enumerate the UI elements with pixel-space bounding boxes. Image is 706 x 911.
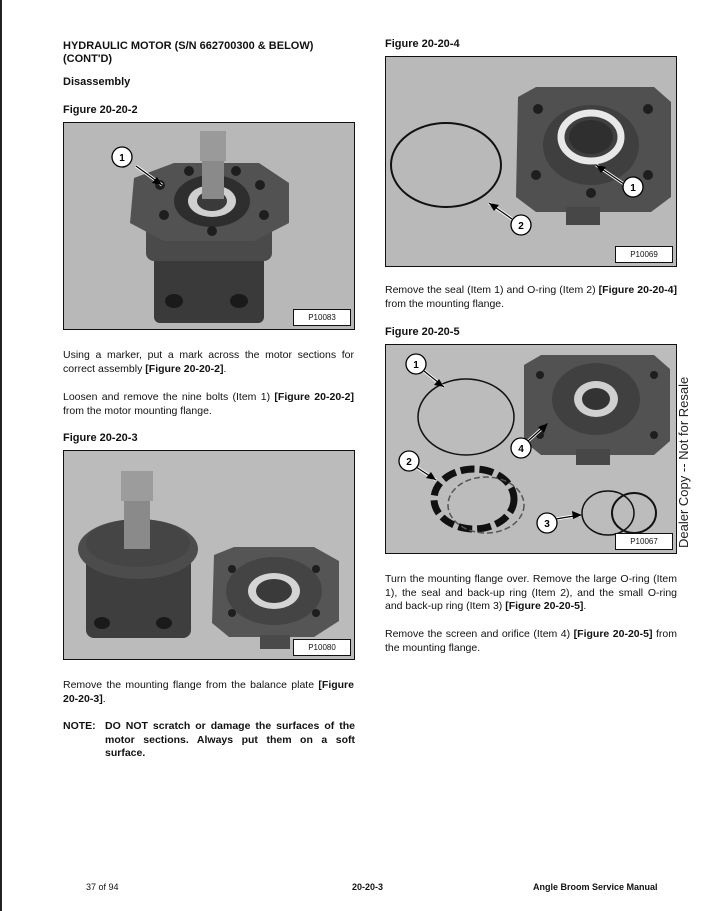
figure-5-photo bbox=[385, 344, 677, 554]
figure-3-label: Figure 20-20-3 bbox=[63, 432, 138, 444]
motor-and-flange-illustration bbox=[64, 451, 354, 659]
figure-5-callout-2: 2 bbox=[406, 457, 412, 468]
figure-3-photo bbox=[63, 450, 355, 660]
section-title-line2: (CONT'D) bbox=[63, 53, 113, 65]
paragraph-mark-sections: Using a marker, put a mark across the motor sections for correct assembly [Figure 20-20-2]. bbox=[63, 349, 354, 375]
figure-5-callout-4: 4 bbox=[518, 444, 524, 455]
paragraph-remove-seal: Remove the seal (Item 1) and O-ring (Item 2) [Figure 20-20-4] from the mounting flange. bbox=[385, 284, 677, 310]
figure-2-label: Figure 20-20-2 bbox=[63, 104, 138, 116]
note-block bbox=[63, 720, 355, 761]
figure-2-photo bbox=[63, 122, 355, 330]
figure-2-callout-1: 1 bbox=[119, 153, 125, 164]
exploded-parts-illustration bbox=[386, 345, 676, 553]
note-label: NOTE: bbox=[63, 720, 96, 732]
figure-5-callout-1: 1 bbox=[413, 360, 419, 371]
section-title-line1: HYDRAULIC MOTOR (S/N 662700300 & BELOW) bbox=[63, 40, 314, 52]
seal-and-oring-illustration bbox=[386, 57, 676, 266]
footer-page-of: 37 of 94 bbox=[86, 882, 119, 892]
figure-5-photo-code: P10067 bbox=[615, 533, 673, 550]
motor-assembly-illustration bbox=[64, 123, 354, 329]
paragraph-remove-flange: Remove the mounting flange from the balance plate [Figure 20-20-3]. bbox=[63, 679, 354, 705]
paragraph-remove-bolts: Loosen and remove the nine bolts (Item 1) [Figure 20-20-2] from the motor mounting flange. bbox=[63, 391, 354, 417]
dealer-copy-side-label: Dealer Copy -- Not for Resale bbox=[676, 376, 691, 548]
figure-3-photo-code: P10080 bbox=[293, 639, 351, 656]
subheading-disassembly: Disassembly bbox=[63, 76, 131, 88]
figure-4-photo bbox=[385, 56, 677, 267]
figure-4-callout-1: 1 bbox=[630, 183, 636, 194]
note-text: DO NOT scratch or damage the surfaces of the motor sections. Always put them on a soft surface. bbox=[105, 720, 355, 759]
figure-4-photo-code: P10069 bbox=[615, 246, 673, 263]
page-left-border bbox=[0, 0, 2, 911]
footer-manual-title: Angle Broom Service Manual bbox=[533, 882, 658, 892]
figure-4-label: Figure 20-20-4 bbox=[385, 38, 460, 50]
figure-4-callout-2: 2 bbox=[518, 221, 524, 232]
footer-page-number: 20-20-3 bbox=[352, 882, 384, 892]
figure-2-photo-code: P10083 bbox=[293, 309, 351, 326]
figure-5-label: Figure 20-20-5 bbox=[385, 326, 460, 338]
paragraph-remove-screen: Remove the screen and orifice (Item 4) [Figure 20-20-5] from the mounting flange. bbox=[385, 628, 677, 654]
figure-5-callout-3: 3 bbox=[544, 519, 550, 530]
section-title bbox=[63, 40, 355, 66]
paragraph-turn-flange: Turn the mounting flange over. Remove the large O-ring (Item 1), the seal and back-up ring (Item 2), and the small O-ring and back-up ring (Item 3) [Figure 20-20-5]. bbox=[385, 573, 677, 612]
